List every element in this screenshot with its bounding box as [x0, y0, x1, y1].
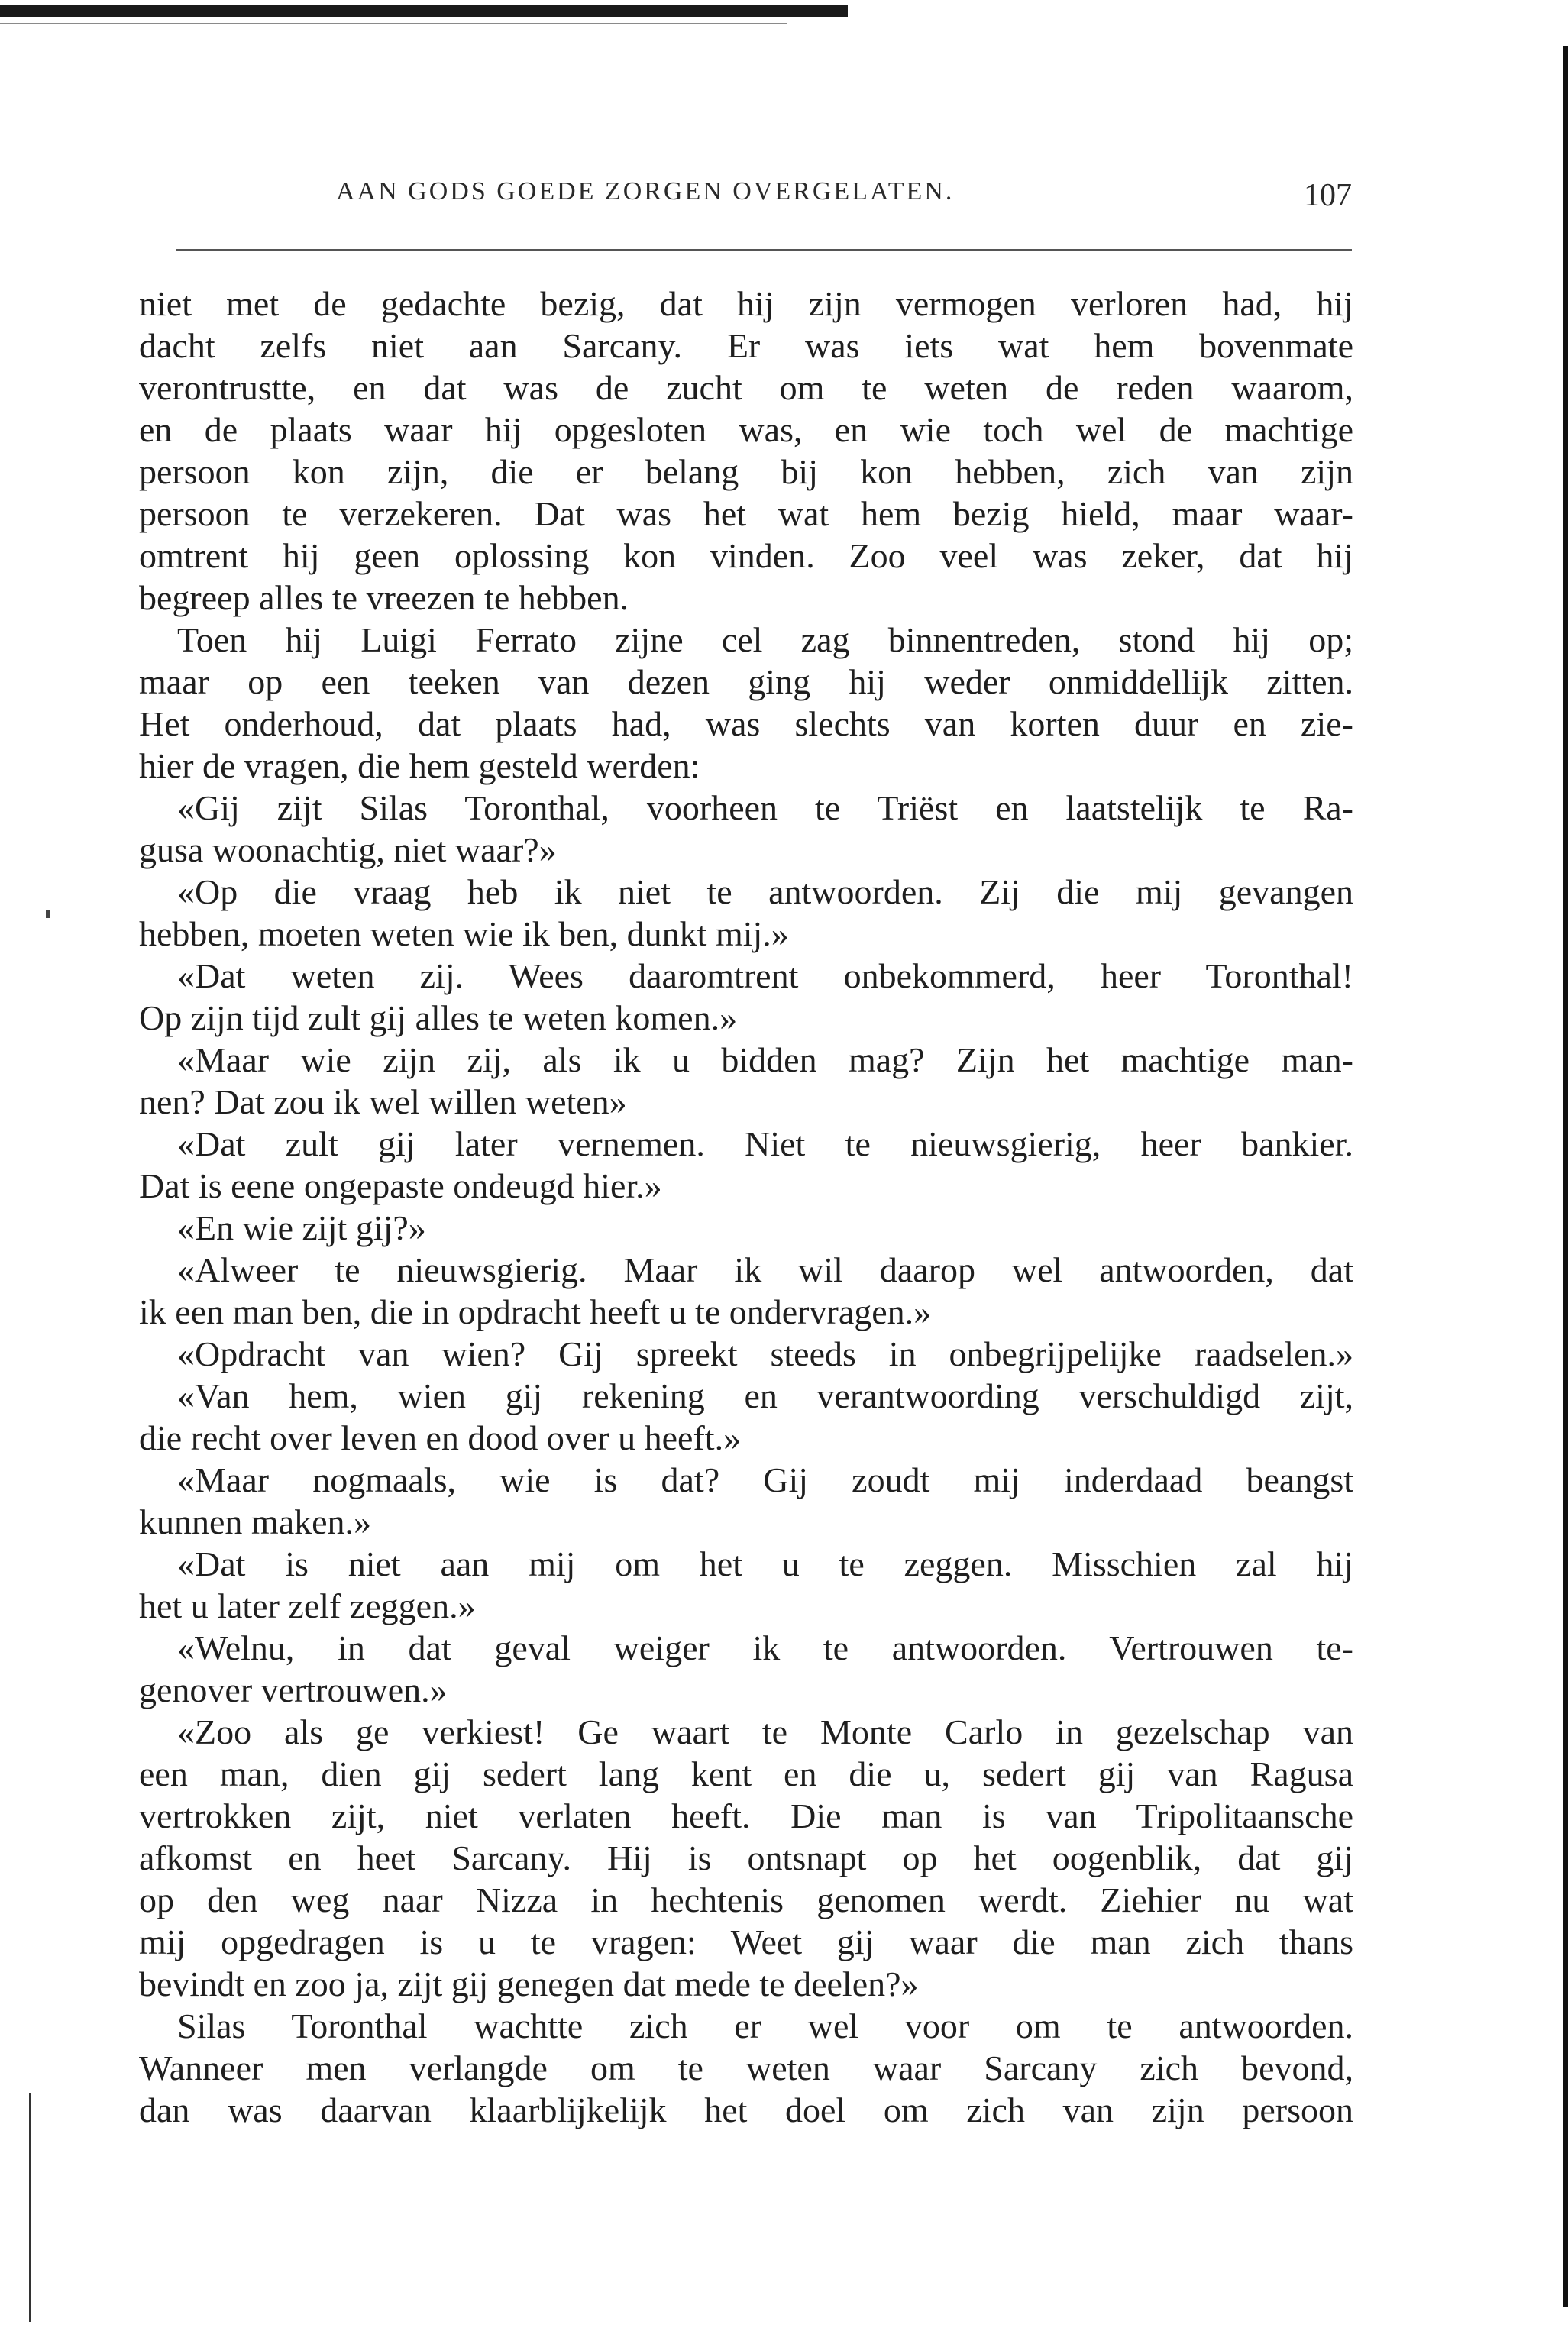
text-line: hebben, moeten weten wie ik ben, dunkt mij.» [139, 914, 789, 953]
text-line: «Maar wie zijn zij, als ik u bidden mag? Zijn het machtige man- [177, 1040, 1353, 1079]
text-line: Toen hij Luigi Ferrato zijne cel zag binnentreden, stond hij op; [177, 620, 1353, 659]
text-line: nen? Dat zou ik wel willen weten» [139, 1082, 627, 1121]
text-line: een man, dien gij sedert lang kent en die u, sedert gij van Ragusa [139, 1754, 1353, 1793]
scan-margin-speck [46, 910, 50, 918]
text-line: «Zoo als ge verkiest! Ge waart te Monte Carlo in gezelschap van [177, 1712, 1353, 1751]
text-line: ik een man ben, die in opdracht heeft u te ondervragen.» [139, 1292, 932, 1331]
text-line: Silas Toronthal wachtte zich er wel voor om te antwoorden. [177, 2006, 1353, 2045]
text-line: «Maar nogmaals, wie is dat? Gij zoudt mij inderdaad beangst [177, 1460, 1353, 1499]
text-line: persoon te verzekeren. Dat was het wat hem bezig hield, maar waar- [139, 494, 1353, 533]
text-line: «Opdracht van wien? Gij spreekt steeds in onbegrijpelijke raadselen.» [177, 1334, 1353, 1373]
text-line: mij opgedragen is u te vragen: Weet gij waar die man zich thans [139, 1922, 1353, 1961]
text-line: maar op een teeken van dezen ging hij weder onmiddellijk zitten. [139, 662, 1353, 701]
scan-right-edge [1563, 46, 1568, 2307]
text-line: «Op die vraag heb ik niet te antwoorden. Zij die mij gevangen [177, 872, 1353, 911]
text-line: begreep alles te vreezen te hebben. [139, 578, 629, 617]
text-line: gusa woonachtig, niet waar?» [139, 830, 557, 869]
text-line: «Gij zijt Silas Toronthal, voorheen te Triëst en laatstelijk te Ra- [177, 788, 1353, 827]
text-line: op den weg naar Nizza in hechtenis genomen werdt. Ziehier nu wat [139, 1880, 1353, 1919]
scan-top-bar [0, 5, 848, 17]
text-line: genover vertrouwen.» [139, 1670, 448, 1709]
text-line: bevindt en zoo ja, zijt gij genegen dat mede te deelen?» [139, 1964, 919, 2003]
text-line: hier de vragen, die hem gesteld werden: [139, 746, 700, 785]
text-line: die recht over leven en dood over u heeft.» [139, 1418, 742, 1457]
text-line: persoon kon zijn, die er belang bij kon hebben, zich van zijn [139, 452, 1353, 491]
text-line: kunnen maken.» [139, 1502, 372, 1541]
running-title: AAN GODS GOEDE ZORGEN OVERGELATEN. [336, 177, 955, 205]
text-line: omtrent hij geen oplossing kon vinden. Zoo veel was zeker, dat hij [139, 536, 1353, 575]
text-line: dacht zelfs niet aan Sarcany. Er was iets wat hem bovenmate [139, 326, 1353, 365]
text-line: «Dat weten zij. Wees daaromtrent onbekommerd, heer Toronthal! [177, 956, 1353, 995]
running-head [145, 177, 1352, 231]
text-line: Wanneer men verlangde om te weten waar Sarcany zich bevond, [139, 2048, 1353, 2087]
text-line: verontrustte, en dat was de zucht om te weten de reden waarom, [139, 368, 1353, 407]
text-line: afkomst en heet Sarcany. Hij is ontsnapt op het oogenblik, dat gij [139, 1838, 1353, 1877]
text-line: het u later zelf zeggen.» [139, 1586, 476, 1625]
text-line: «En wie zijt gij?» [177, 1208, 426, 1247]
text-line: «Van hem, wien gij rekening en verantwoording verschuldigd zijt, [177, 1376, 1353, 1415]
text-line: en de plaats waar hij opgesloten was, en wie toch wel de machtige [139, 410, 1353, 449]
text-line: vertrokken zijt, niet verlaten heeft. Die man is van Tripolitaansche [139, 1796, 1353, 1835]
text-line: «Alweer te nieuwsgierig. Maar ik wil daarop wel antwoorden, dat [177, 1250, 1353, 1289]
text-line: niet met de gedachte bezig, dat hij zijn vermogen verloren had, hij [139, 284, 1353, 323]
text-line: Op zijn tijd zult gij alles te weten komen.» [139, 998, 738, 1037]
text-line: «Welnu, in dat geval weiger ik te antwoorden. Vertrouwen te- [177, 1628, 1353, 1667]
text-line: Het onderhoud, dat plaats had, was slechts van korten duur en zie- [139, 704, 1353, 743]
text-line: dan was daarvan klaarblijkelijk het doel om zich van zijn persoon [139, 2090, 1353, 2129]
header-rule [176, 249, 1352, 251]
text-line: Dat is eene ongepaste ondeugd hier.» [139, 1166, 662, 1205]
text-line: «Dat zult gij later vernemen. Niet te nieuwsgierig, heer bankier. [177, 1124, 1353, 1163]
scan-left-edge-mark [29, 2093, 31, 2322]
body-text [139, 283, 1353, 2129]
page-number: 107 [1304, 178, 1352, 213]
text-line: «Dat is niet aan mij om het u te zeggen. Misschien zal hij [177, 1544, 1353, 1583]
